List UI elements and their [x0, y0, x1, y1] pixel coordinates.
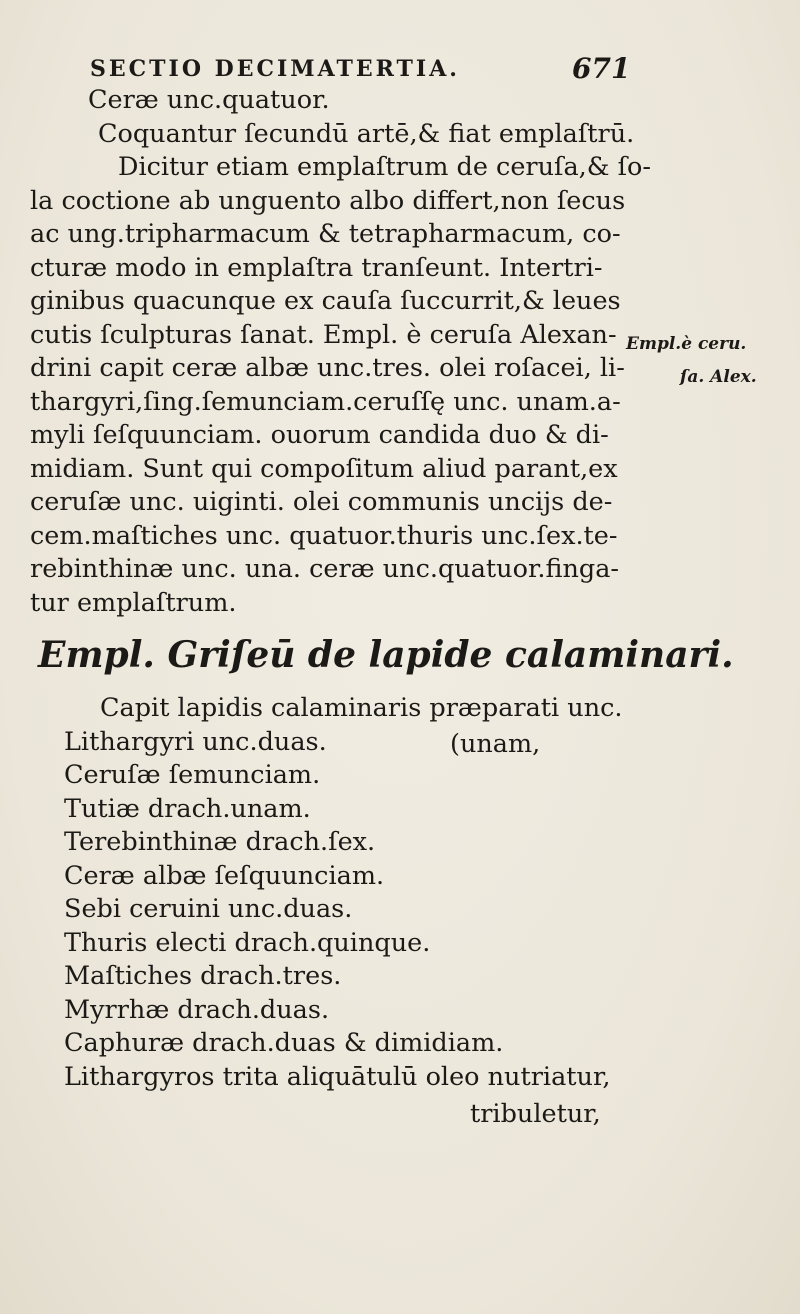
text-line: cutis ſculpturas ſanat. Empl. è ceruſa Alexan- [30, 319, 617, 350]
recipe-line: Lithargyri unc.duas. [64, 726, 327, 757]
recipe-line: Terebinthinæ drach.ſex. [64, 827, 376, 857]
text-line: la coctione ab unguento albo differt,non ſecus [30, 185, 626, 216]
recipe-line: Ceruſæ ſemunciam. [64, 760, 321, 790]
text-line: midiam. Sunt qui compoſitum aliud parant,ex [30, 453, 618, 484]
recipe-line: Tutiæ drach.unam. [64, 793, 311, 824]
catchword: tribuletur, [470, 1099, 601, 1129]
text-line: ac ung.tripharmacum & tetrapharmacum, co- [30, 219, 621, 249]
recipe-intro: Capit lapidis calaminaris præparati unc. [100, 693, 623, 723]
recipe-line: Lithargyros trita aliquātulū oleo nutriatur, [64, 1061, 611, 1092]
recipe-line: Caphuræ drach.duas & dimidiam. [64, 1028, 504, 1058]
text-line: rebinthinæ unc. una. ceræ unc.quatuor.finga- [30, 554, 620, 584]
text-line: Coquantur ſecundū artē,& fiat emplaſtrū. [98, 118, 635, 149]
text-line: myli ſeſquunciam. ouorum candida duo & di- [30, 420, 609, 450]
running-head: SECTIO DECIMATERTIA. [90, 56, 460, 82]
text-line: tur emplaſtrum. [30, 587, 237, 618]
page-number: 671 [572, 52, 631, 85]
text-line: cturæ modo in emplaſtra tranſeunt. Intertri- [30, 252, 603, 283]
recipe-line: Ceræ albæ ſeſquunciam. [64, 860, 385, 891]
recipe-line: Myrrhæ drach.duas. [64, 994, 330, 1025]
recipe-line: Sebi ceruini unc.duas. [64, 894, 353, 924]
recipe-list [64, 692, 654, 1094]
recipe-line: Thuris electi drach.quinque. [64, 927, 431, 958]
paragraph-emplastrum-cerusa [30, 84, 651, 620]
text-line: Ceræ unc.quatuor. [88, 85, 330, 115]
recipe-line: Maſtiches drach.tres. [64, 961, 342, 991]
text-line: cem.maſtiches unc. quatuor.thuris unc.ſex.te- [30, 520, 618, 551]
recipe-heading: Empl. Griſeū de lapide calaminari. [38, 634, 734, 676]
text-line: drini capit ceræ albæ unc.tres. olei roſacei, li- [30, 353, 625, 383]
text-line: ginibus quacunque ex cauſa ſuccurrit,& leues [30, 286, 621, 316]
margin-note-line-1: Empl.è ceru. [626, 334, 747, 354]
recipe-intro-continuation: (unam, [450, 729, 541, 759]
text-line: ceruſæ unc. uiginti. olei communis uncijs de- [30, 487, 613, 517]
text-line: Dicitur etiam emplaſtrum de ceruſa,& ſo- [118, 152, 651, 182]
margin-note-line-2: ſa. Alex. [680, 367, 757, 387]
text-line: thargyri,ſing.ſemunciam.ceruſſę unc. unam.a- [30, 386, 621, 417]
